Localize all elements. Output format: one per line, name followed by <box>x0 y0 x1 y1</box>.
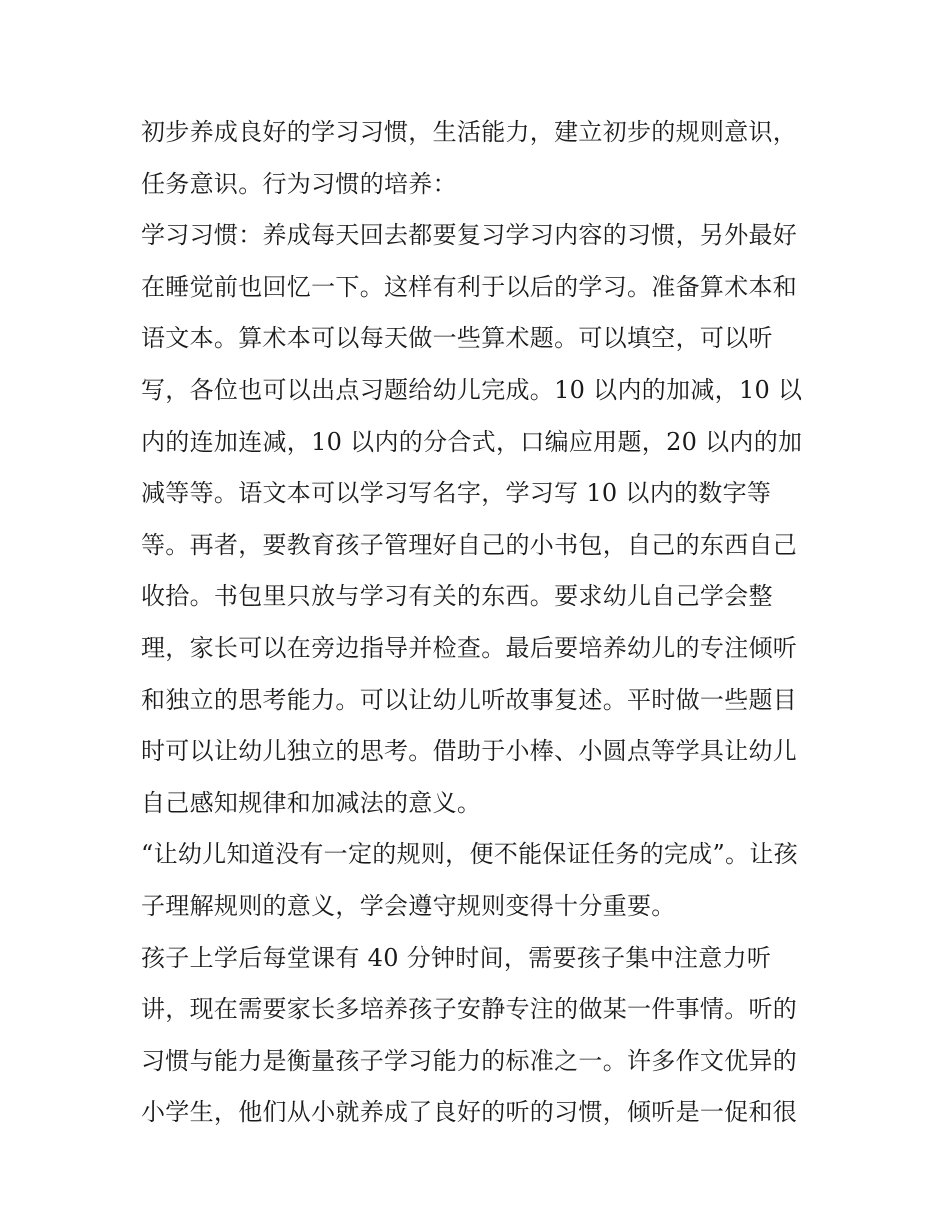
text-line: 习惯与能力是衡量孩子学习能力的标准之一。许多作文优异的 <box>141 1046 798 1075</box>
text-line: 写，各位也可以出点习题给幼儿完成。10 以内的加减，10 以 <box>141 375 803 404</box>
text-line: 子理解规则的意义，学会遵守规则变得十分重要。 <box>141 891 676 920</box>
text-line: “让幼儿知道没有一定的规则，便不能保证任务的完成”。让孩 <box>141 840 798 869</box>
text-line: 小学生，他们从小就养成了良好的听的习惯，倾听是一促和很 <box>141 1098 798 1127</box>
text-line: 等。再者，要教育孩子管理好自己的小书包，自己的东西自己 <box>141 530 798 559</box>
text-line: 理，家长可以在旁边指导并检查。最后要培养幼儿的专注倾听 <box>141 633 798 662</box>
text-line: 孩子上学后每堂课有 40 分钟时间，需要孩子集中注意力听 <box>141 943 772 972</box>
text-line: 减等等。语文本可以学习写名字，学习写 10 以内的数字等 <box>141 479 772 508</box>
text-line: 语文本。算术本可以每天做一些算术题。可以填空，可以听 <box>141 324 773 353</box>
text-line: 初步养成良好的学习习惯，生活能力，建立初步的规则意识， <box>141 118 798 146</box>
text-line: 在睡觉前也回忆一下。这样有利于以后的学习。准备算术本和 <box>141 272 798 301</box>
text-line: 讲，现在需要家长多培养孩子安静专注的做某一件事情。听的 <box>141 995 798 1024</box>
document-body <box>141 107 821 1139</box>
text-line: 学习习惯：养成每天回去都要复习学习内容的习惯，另外最好 <box>141 221 798 250</box>
text-line: 任务意识。行为习惯的培养： <box>141 169 457 198</box>
text-line: 收拾。书包里只放与学习有关的东西。要求幼儿自己学会整 <box>141 582 773 611</box>
text-line: 内的连加连减，10 以内的分合式，口编应用题，20 以内的加 <box>141 427 803 456</box>
text-line: 和独立的思考能力。可以让幼儿听故事复述。平时做一些题目 <box>141 685 798 714</box>
text-line: 时可以让幼儿独立的思考。借助于小棒、小圆点等学具让幼儿 <box>141 737 798 766</box>
text-line: 自己感知规律和加减法的意义。 <box>141 788 482 817</box>
